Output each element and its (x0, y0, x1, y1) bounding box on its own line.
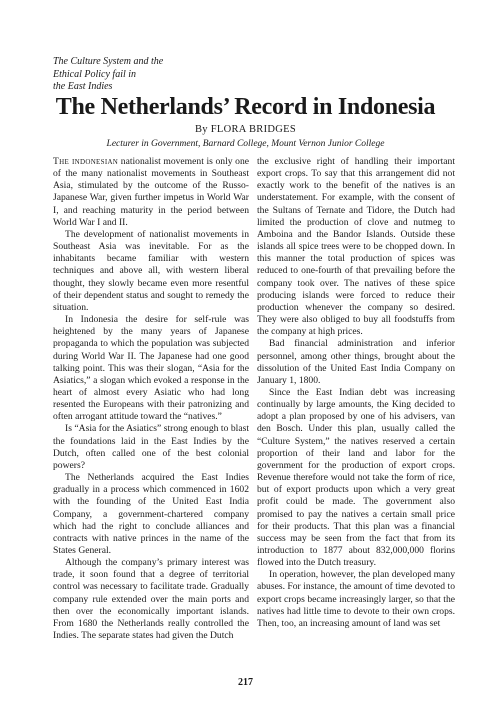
paragraph: Bad financial administration and inferior personnel, among other things, brought about the dissolution of the United East India Company on January 1, 1800. (257, 338, 455, 386)
author-byline: By FLORA BRIDGES (194, 124, 297, 135)
kicker-line: the East Indies (53, 81, 113, 92)
paragraph-text: nationalist movement is only one of the many nationalist movements in Southeast Asia, stimulated by the outcome of the Russo-Japanese War, given further impetus in World War I, and reaching maturity in the period between World War I and II. (53, 156, 250, 228)
left-column (53, 156, 249, 642)
paragraph: In Indonesia the desire for self-rule was heightened by the many years of Japanese propaganda to which the population was subjected during World War II. The Japanese had one good talking point. This was their slogan, “Asia for the Asiatics,” a slogan which evoked a response in the heart of almost every Asiatic who had long resented the Europeans with their patronizing and often arrogant attitude toward the “natives.” (53, 314, 249, 423)
paragraph: The development of nationalist movements in Southeast Asia was inevitable. For as the inhabitants became familiar with western techniques and above all, with western liberal thought, they slowly became even more resentful of their dependent status and sought to remedy the situation. (53, 228, 249, 313)
article-title: The Netherlands’ Record in Indonesia (55, 94, 436, 120)
paragraph: the exclusive right of handling their important export crops. To say that this arrangement did not exactly work to the benefit of the natives is an understatement. For example, with the consent of the Sultans of Ternate and Tidore, the Dutch had limited the production of clove and nutmeg to Amboina and the Bandor Islands. Outside these islands all spice trees were to be chopped down. In this manner the total production of spices was reduced to one-fourth of that prevailing before the company took over. The natives of these spice producing islands were forced to reduce their production whenever the company so desired. They were also obliged to buy all foodstuffs from the company at high prices. (257, 156, 455, 338)
paragraph: Is “Asia for the Asiatics” strong enough to blast the foundations laid in the East Indies by the Dutch, often called one of the best colonial powers? (53, 423, 249, 471)
paragraph: The Netherlands acquired the East Indies gradually in a process which commenced in 1602 with the founding of the United East India Company, a government-chartered company which had the right to conclude alliances and contracts with native princes in the name of the States General. (53, 472, 249, 556)
kicker-line: The Culture System and the (53, 56, 164, 67)
author-affiliation: Lecturer in Government, Barnard College, Mount Vernon Junior College (106, 139, 385, 149)
lead-in-small-caps: The indonesian (53, 156, 119, 167)
page-number: 217 (238, 677, 253, 688)
paragraph: Since the East Indian debt was increasing continually by large amounts, the King decided to adopt a plan proposed by one of his advisers, van den Bosch. Under this plan, usually called the “Culture System,” the natives reserved a certain proportion of their land and labor for the government for the production of export crops. Revenue therefore would not take the form of rice, but of export products upon which a very great profit could be made. The government also promised to pay the natives a certain small price for their products. That this plan was a financial success may be seen from the fact that from its introduction to 1877 about 832,000,000 florins flowed into the Dutch treasury. (257, 386, 455, 569)
paragraph: Although the company’s primary interest was trade, it soon found that a degree of territorial control was necessary to facilitate trade. Gradually company rule extended over the main ports and then over the economically important islands. From 1680 the Netherlands really controlled the Indies. The separate states had given the Dutch (53, 557, 249, 642)
paragraph (53, 156, 249, 229)
article-kicker (53, 56, 353, 94)
kicker-line: Ethical Policy fail in (53, 68, 137, 80)
paragraph: In operation, however, the plan developed many abuses. For instance, the amount of time devoted to export crops became increasingly larger, so that the natives had little time to devote to their own crops. Then, too, an increasing amount of land was set (257, 569, 455, 629)
right-column (257, 156, 455, 630)
